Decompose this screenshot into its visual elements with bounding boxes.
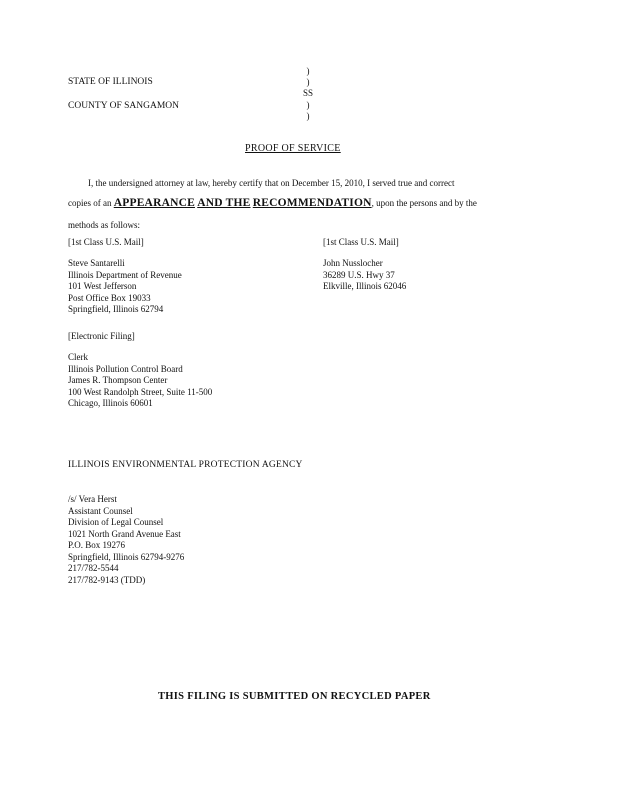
address-line: Elkville, Illinois 62046 [323, 281, 407, 291]
appearance-emphasis: APPEARANCE [113, 197, 195, 209]
signature-line: 217/782-9143 (TDD) [68, 574, 146, 585]
agency-name: ILLINOIS ENVIRONMENTAL PROTECTION AGENCY [68, 460, 303, 470]
signature-block [68, 494, 184, 586]
address-line: 101 West Jefferson [68, 281, 137, 291]
address-line: Post Office Box 19033 [68, 292, 151, 303]
address-line: John Nusslocher [323, 258, 383, 268]
caption-bracket [300, 66, 316, 122]
address-line: James R. Thompson Center [68, 375, 168, 385]
recommendation-emphasis: RECOMMENDATION [252, 197, 372, 209]
address-line: Steve Santarelli [68, 258, 125, 268]
signature-line: 217/782-5544 [68, 563, 119, 573]
service-electronic-method: [Electronic Filing] [68, 331, 135, 341]
address-line: Clerk [68, 352, 88, 362]
signature-line: P.O. Box 19276 [68, 540, 126, 550]
address-line: Illinois Department of Revenue [68, 269, 182, 280]
address-line: Chicago, Illinois 60601 [68, 398, 153, 408]
bracket-line: ) [306, 110, 310, 121]
service-electronic-address [68, 352, 212, 410]
signature-line: Springfield, Illinois 62794-9276 [68, 551, 185, 562]
and-the-emphasis: AND THE [197, 197, 251, 209]
bracket-line: SS [302, 88, 313, 99]
address-line: 36289 U.S. Hwy 37 [323, 269, 395, 280]
service-left-method: [1st Class U.S. Mail] [68, 237, 144, 247]
body-line-1: I, the undersigned attorney at law, hereby certify that on December 15, 2010, I served true and correct [88, 178, 455, 188]
service-right-address [323, 258, 406, 293]
signature-line: Assistant Counsel [68, 505, 133, 516]
body-line-2-suffix: , upon the persons and by the [371, 198, 477, 208]
address-line: Springfield, Illinois 62794 [68, 304, 164, 314]
caption-state: STATE OF ILLINOIS [68, 77, 153, 87]
document-title: PROOF OF SERVICE [245, 143, 341, 154]
bracket-line: ) [306, 66, 310, 76]
body-line-3: methods as follows: [68, 220, 140, 230]
signature-line: 1021 North Grand Avenue East [68, 528, 181, 539]
address-line: Illinois Pollution Control Board [68, 363, 183, 374]
address-line: 100 West Randolph Street, Suite 11-500 [68, 386, 213, 397]
signature-line: Division of Legal Counsel [68, 517, 164, 527]
service-right-method: [1st Class U.S. Mail] [323, 237, 399, 247]
signature-line: /s/ Vera Herst [68, 494, 117, 504]
body-line-2-prefix: copies of an [68, 198, 112, 208]
caption-county: COUNTY OF SANGAMON [68, 101, 180, 111]
recycled-paper-footer: THIS FILING IS SUBMITTED ON RECYCLED PAPER [158, 691, 431, 702]
body-line-2 [68, 197, 477, 210]
service-left-address [68, 258, 182, 316]
bracket-line: ) [306, 77, 310, 88]
bracket-line: ) [306, 99, 310, 110]
